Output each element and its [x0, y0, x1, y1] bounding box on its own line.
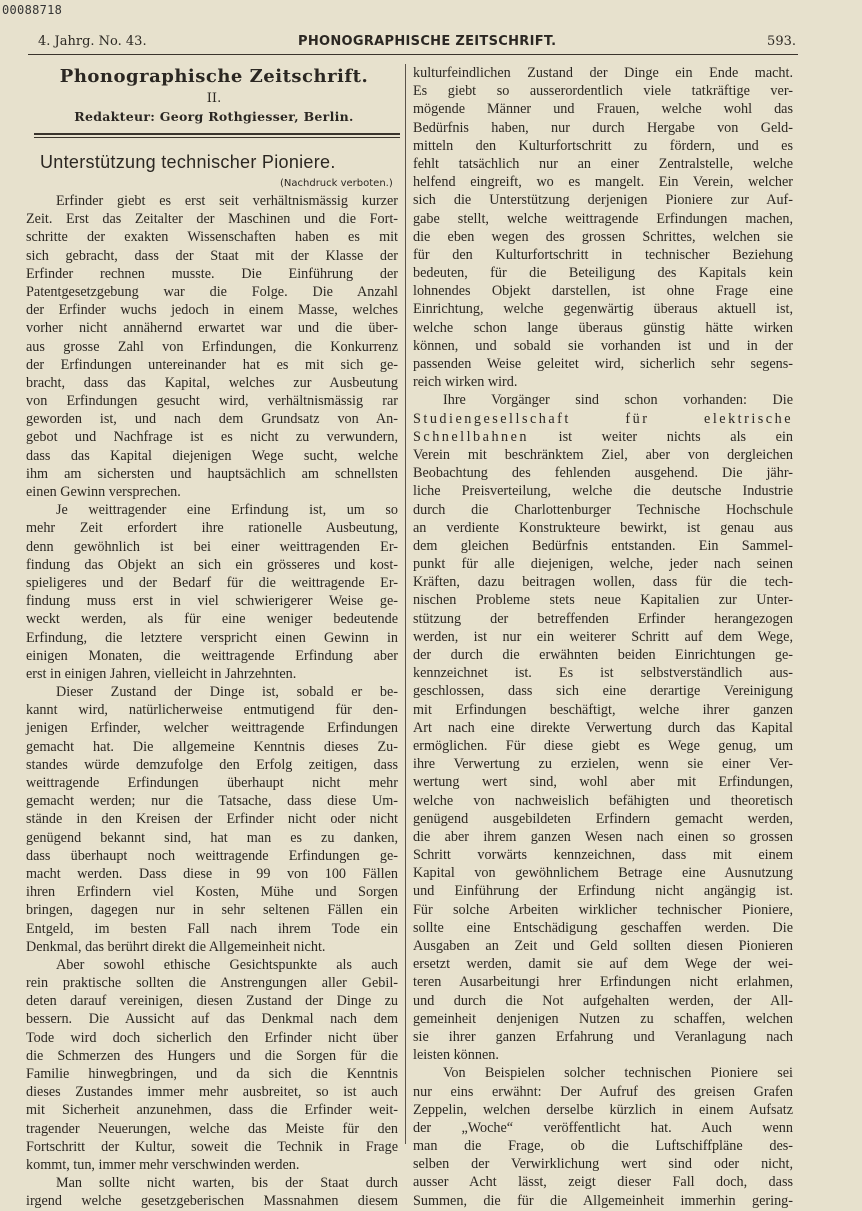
text-line: die Schmerzen des Hungers und die Sorgen für die: [26, 1047, 398, 1064]
text-line: Studiengesellschaft für elektrische: [413, 410, 793, 427]
text-line: Bedürfnis haben, nur durch Hergabe von Geld-: [413, 119, 793, 136]
text-line: der Erfindungen untereinander hat es mit sich ge-: [26, 356, 398, 373]
text-line: der Erfinder wuchs jedoch in einem Masse, welches: [26, 302, 398, 319]
text-line: sollte eine Entschädigung geschaffen werden. Die: [413, 919, 793, 936]
text-line: aus grosse Zahl von Erfindungen, die Konkurrenz: [26, 338, 398, 355]
text-line: bracht, dass das Kapital, welches zur Ausbeutung: [26, 374, 398, 391]
text-line: welche schon lange überaus günstig hätte wirken: [413, 319, 793, 336]
text-line: sie ihrer ganzen Erfahrung und Veranlagung nach: [413, 1028, 793, 1045]
text-line: ausser Acht lässt, zeigt dieser Fall doch, dass: [413, 1174, 793, 1191]
text-line: teren Ausarbeitungi hrer Erfindungen nicht erlahmen,: [413, 974, 793, 991]
text-line: weittragende Erfindungen überhaupt nicht mehr: [26, 775, 398, 791]
issue-number: 4. Jahrg. No. 43.: [38, 34, 147, 49]
masthead-editor: Redakteur: Georg Rothgiesser, Berlin.: [74, 109, 354, 124]
text-line: vorher nicht annähernd erwartet war und die über-: [26, 320, 398, 337]
text-line: die eben wegen des grossen Schrittes, welchen sie: [413, 228, 793, 245]
text-line: dem gleichen Bedürfnis entstanden. Ein Sammel-: [413, 537, 793, 554]
text-line: Schnellbahnen ist weiter nichts als ein: [413, 428, 793, 445]
text-line: sich die Unterstützung derjenigen Pioniere zur Auf-: [413, 192, 793, 209]
text-line: gebot und Nachfrage ist es nicht zu verwundern,: [26, 429, 398, 446]
text-line: mit Sicherheit anzunehmen, dass die Erfinder weit-: [26, 1102, 398, 1119]
text-line: Von Beispielen solcher technischen Pioniere sei: [443, 1065, 793, 1082]
text-line: und Einführung der Erfindung nicht angängig ist.: [413, 883, 793, 900]
text-line: dass überhaupt noch weittragende Erfindungen ge-: [26, 847, 398, 864]
page-number: 593.: [767, 34, 796, 49]
text-line: mögende Männer und Frauen, welche wohl das: [413, 101, 793, 118]
text-line: welche von nachweislich befähigten und theoretisch: [413, 792, 793, 809]
masthead-rule-thin: [34, 137, 400, 138]
text-line: sich gebracht, dass der Staat mit der Klasse der: [26, 247, 398, 264]
text-line: der durch die erwähnten beiden Einrichtungen ge-: [413, 647, 793, 663]
text-line: weckt werden, als für eine weniger bedeutende: [26, 611, 398, 628]
text-line: bringen, dagegen nur in sehr seltenen Fällen ein: [26, 902, 398, 919]
text-line: gemacht werden; nur die Tatsache, dass diese Um-: [26, 793, 398, 810]
text-line: gabe stellt, welche weittragende Erfindungen machen,: [413, 210, 793, 227]
text-line: bedeuten, für die Beteiligung des Kapitals kein: [413, 265, 793, 282]
text-line: Ausgaben an Zeit und Geld sollten diesen Pionieren: [413, 938, 793, 954]
text-line: Zeit. Erst das Zeitalter der Maschinen und die Fort-: [26, 211, 398, 228]
text-line: Patentgesetzgebung war die Folge. Die Anzahl: [26, 283, 398, 300]
text-line: Fortschritt der Kultur, soweit die Technik in Frage: [26, 1138, 398, 1155]
text-line: Art nach eine direkte Verwertung durch das Kapital: [413, 719, 793, 736]
text-line: Entgeld, im besten Fall nach ihrem Tode ein: [26, 920, 398, 937]
text-line: gemacht hat. Die allgemeine Kenntnis dieses Zu-: [26, 738, 398, 755]
article-title: Unterstützung technischer Pioniere.: [40, 152, 336, 172]
text-line: jenigen Erfinder, welcher weittragende Erfindungen: [26, 720, 398, 737]
text-line: deten darauf vereinigen, diesen Zustand der Dinge zu: [26, 993, 398, 1010]
text-line: punkt für alle diejenigen, welche, jeder nach seinen: [413, 556, 793, 573]
text-line: kennzeichnet ist. Es ist selbstverständlich aus-: [413, 665, 793, 682]
text-line: Denkmal, das berührt direkt die Allgemeinheit nicht.: [26, 938, 326, 955]
text-line: Man sollte nicht warten, bis der Staat durch: [56, 1175, 398, 1192]
text-line: Erfindung, die letztere verspricht einen Gewinn in: [26, 629, 398, 646]
text-line: man die Frage, ob die Luftschiffpläne des-: [413, 1138, 793, 1155]
text-line: ermöglichen. Für diese giebt es Wege genug, um: [413, 737, 793, 754]
scan-id: 00088718: [2, 3, 63, 17]
text-line: Kapital von gewöhnlichem Betrage eine Ausnutzung: [413, 865, 793, 882]
text-line: selben der Verwirklichung wert sind oder nicht,: [413, 1156, 793, 1173]
masthead-rule: [34, 133, 400, 135]
text-line: helfend eingreift, wo es mangelt. Ein Verein, welcher: [413, 174, 793, 191]
text-line: Je weittragender eine Erfindung ist, um so: [56, 502, 398, 519]
text-line: liche Preisverteilung, welche die deutsche Industrie: [413, 483, 793, 500]
text-line: Einrichtung, welche gegenwärtig überaus aktuell ist,: [413, 301, 793, 318]
text-line: findung muss erst in viel schwierigerer Weise ge-: [26, 593, 398, 610]
masthead: [34, 66, 394, 124]
text-line: Beobachtung des fehlenden ausgehend. Die jähr-: [413, 465, 793, 482]
text-line: standes würde demzufolge den Erfolg zeitigen, dass: [26, 756, 398, 773]
text-line: ihre Verwertung zu erzielen, wenn sie einer Ver-: [413, 756, 793, 773]
text-line: einen Gewinn versprechen.: [26, 484, 181, 500]
text-line: lohnendes Objekt darstellen, ist ohne Frage eine: [413, 283, 793, 300]
text-line: tragender Neuerungen, welche das Meiste für den: [26, 1120, 398, 1137]
text-line: mit Erfindungen beschäftigt, welche ihrer ganzen: [413, 701, 793, 718]
text-line: reich wirken wird.: [413, 374, 518, 391]
text-line: wertung wert sind, wohl aber mit Erfindungen,: [413, 774, 793, 791]
text-line: Kräften, dazu beitragen wollen, dass für die tech-: [413, 574, 793, 591]
masthead-title: Phonographische Zeitschrift.: [59, 66, 369, 87]
text-line: durch die Charlottenburger Technische Hochschule: [413, 501, 793, 518]
column-divider: [405, 64, 406, 1144]
text-line: Tode wird doch sicherlich den Erfinder nicht über: [26, 1029, 398, 1046]
text-line: geworden ist, und nach dem Grundsatz von An-: [26, 411, 398, 428]
text-line: nischen Probleme stets neue Kapitalien zur Unter-: [413, 592, 793, 609]
text-line: denn gewöhnlich ist bei einer weittragenden Er-: [26, 538, 398, 555]
left-column: [26, 192, 398, 1211]
text-line: macht werden. Dass diese in 99 von 100 Fällen: [26, 865, 398, 882]
text-line: werden, ist nur ein weiterer Schritt auf dem Wege,: [413, 628, 793, 645]
header-rule: [28, 54, 798, 55]
text-line: die aber ihrem ganzen Wesen nach einen so grossen: [413, 828, 793, 845]
text-line: stände in den Kreisen der Erfinder nicht oder nicht: [26, 811, 398, 828]
text-line: schritte der exakten Wissenschaften haben es mit: [26, 229, 398, 246]
text-line: Ihre Vorgänger sind schon vorhanden: Die: [443, 392, 793, 409]
text-line: können, und sobald sie vorhanden ist und in der: [413, 337, 793, 354]
text-line: Es giebt so ausserordentlich viele tatkräftige ver-: [413, 83, 793, 100]
text-line: Erfinder giebt es erst seit verhältnismässig kurzer: [56, 193, 398, 209]
text-line: an verdiente Konstrukteure bewirkt, ist genau aus: [413, 519, 793, 536]
text-line: kulturfeindlichen Zustand der Dinge ein Ende macht.: [413, 65, 793, 81]
text-line: rein praktische sollten die Anstrengungen aller Gebil-: [26, 975, 398, 992]
text-line: kommt, tun, immer mehr verschwinden werden.: [26, 1156, 300, 1173]
text-line: Zeppelin, welchen derselbe kürzlich in einem Aufsatz: [413, 1101, 793, 1118]
text-line: Schritt vorwärts kennzeichnen, dass mit einem: [413, 847, 793, 864]
text-line: kannt wird, natürlicherweise entmutigend für den-: [26, 702, 398, 719]
text-line: und durch die Not aufgehalten werden, der All-: [413, 992, 793, 1009]
text-line: Für solche Arbeiten wirklicher technischer Pioniere,: [413, 901, 793, 918]
text-line: irgend welche gesetzgeberischen Massnahmen diesem: [26, 1193, 398, 1210]
text-line: Familie hinwegbringen, und da sich die Kenntnis: [26, 1066, 398, 1082]
text-line: findung das Objekt an sich ein grösseres und kost-: [26, 556, 398, 573]
text-line: ihren Erfindern viel Kosten, Mühe und Sorgen: [26, 884, 398, 901]
text-line: stützung der betreffenden Erfinder herangezogen: [413, 610, 793, 627]
text-line: Dieser Zustand der Dinge ist, sobald er be-: [56, 684, 398, 701]
right-column: [413, 64, 793, 1210]
text-line: dieses Zustandes immer mehr ausbreitet, so ist auch: [26, 1084, 398, 1101]
text-line: für den Kulturfortschritt in technischer Beziehung: [413, 246, 793, 263]
text-line: passenden Weise geleitet wird, sicherlich sehr segens-: [413, 356, 793, 372]
text-line: mehr Zeit erfordert ihre rationelle Ausbeutung,: [26, 520, 398, 537]
text-line: ersetzt werden, damit sie auf dem Wege der wei-: [413, 956, 793, 973]
text-line: Summen, die für die Allgemeinheit immerhin gering-: [413, 1192, 793, 1209]
text-line: Verein mit beschränktem Ziel, aber von dergleichen: [413, 446, 793, 463]
text-line: ihm am sichersten und hauptsächlich am schnellsten: [26, 465, 398, 482]
text-line: gemeinheit denjenigen Nutzen zu schaffen, welchen: [413, 1010, 793, 1027]
text-line: bessern. Die Aussicht auf das Denkmal nach dem: [26, 1011, 398, 1028]
text-line: fehlt tatsächlich nur an einer Zentralstelle, welche: [413, 155, 793, 172]
text-line: genügend ausgebildeten Erfindern gemacht werden,: [413, 810, 793, 827]
reprint-note: (Nachdruck verboten.): [280, 178, 393, 189]
journal-title: PHONOGRAPHISCHE ZEITSCHRIFT.: [298, 34, 557, 49]
text-line: nur eins erwähnt: Der Aufruf des greisen Grafen: [413, 1083, 793, 1100]
text-line: genügend bekannt sind, hat man es zu danken,: [26, 829, 398, 846]
text-line: einigen Monaten, die weittragende Erfindung aber: [26, 647, 398, 664]
text-line: Aber sowohl ethische Gesichtspunkte als auch: [56, 956, 398, 973]
text-line: geschlossen, dass sich eine derartige Vereinigung: [413, 683, 793, 700]
running-head: [28, 34, 796, 52]
text-line: von Erfindungen gesucht wird, verhältnismässig rar: [26, 393, 398, 410]
text-line: dass das Kapital diejenigen Wege sucht, welche: [26, 447, 398, 464]
masthead-volume: II.: [206, 91, 222, 106]
text-line: mitteln den Kulturfortschritt zu fördern, und es: [413, 137, 793, 154]
text-line: erst in einigen Jahren, vielleicht in Jahrzehnten.: [26, 665, 297, 682]
text-line: spieligeres und der Bedarf für die weittragende Er-: [26, 574, 398, 591]
text-line: Erfinder rechnen musste. Die Einführung der: [26, 265, 398, 282]
text-line: der „Woche“ veröffentlicht hat. Auch wenn: [413, 1119, 793, 1136]
text-line: leisten können.: [413, 1047, 499, 1064]
